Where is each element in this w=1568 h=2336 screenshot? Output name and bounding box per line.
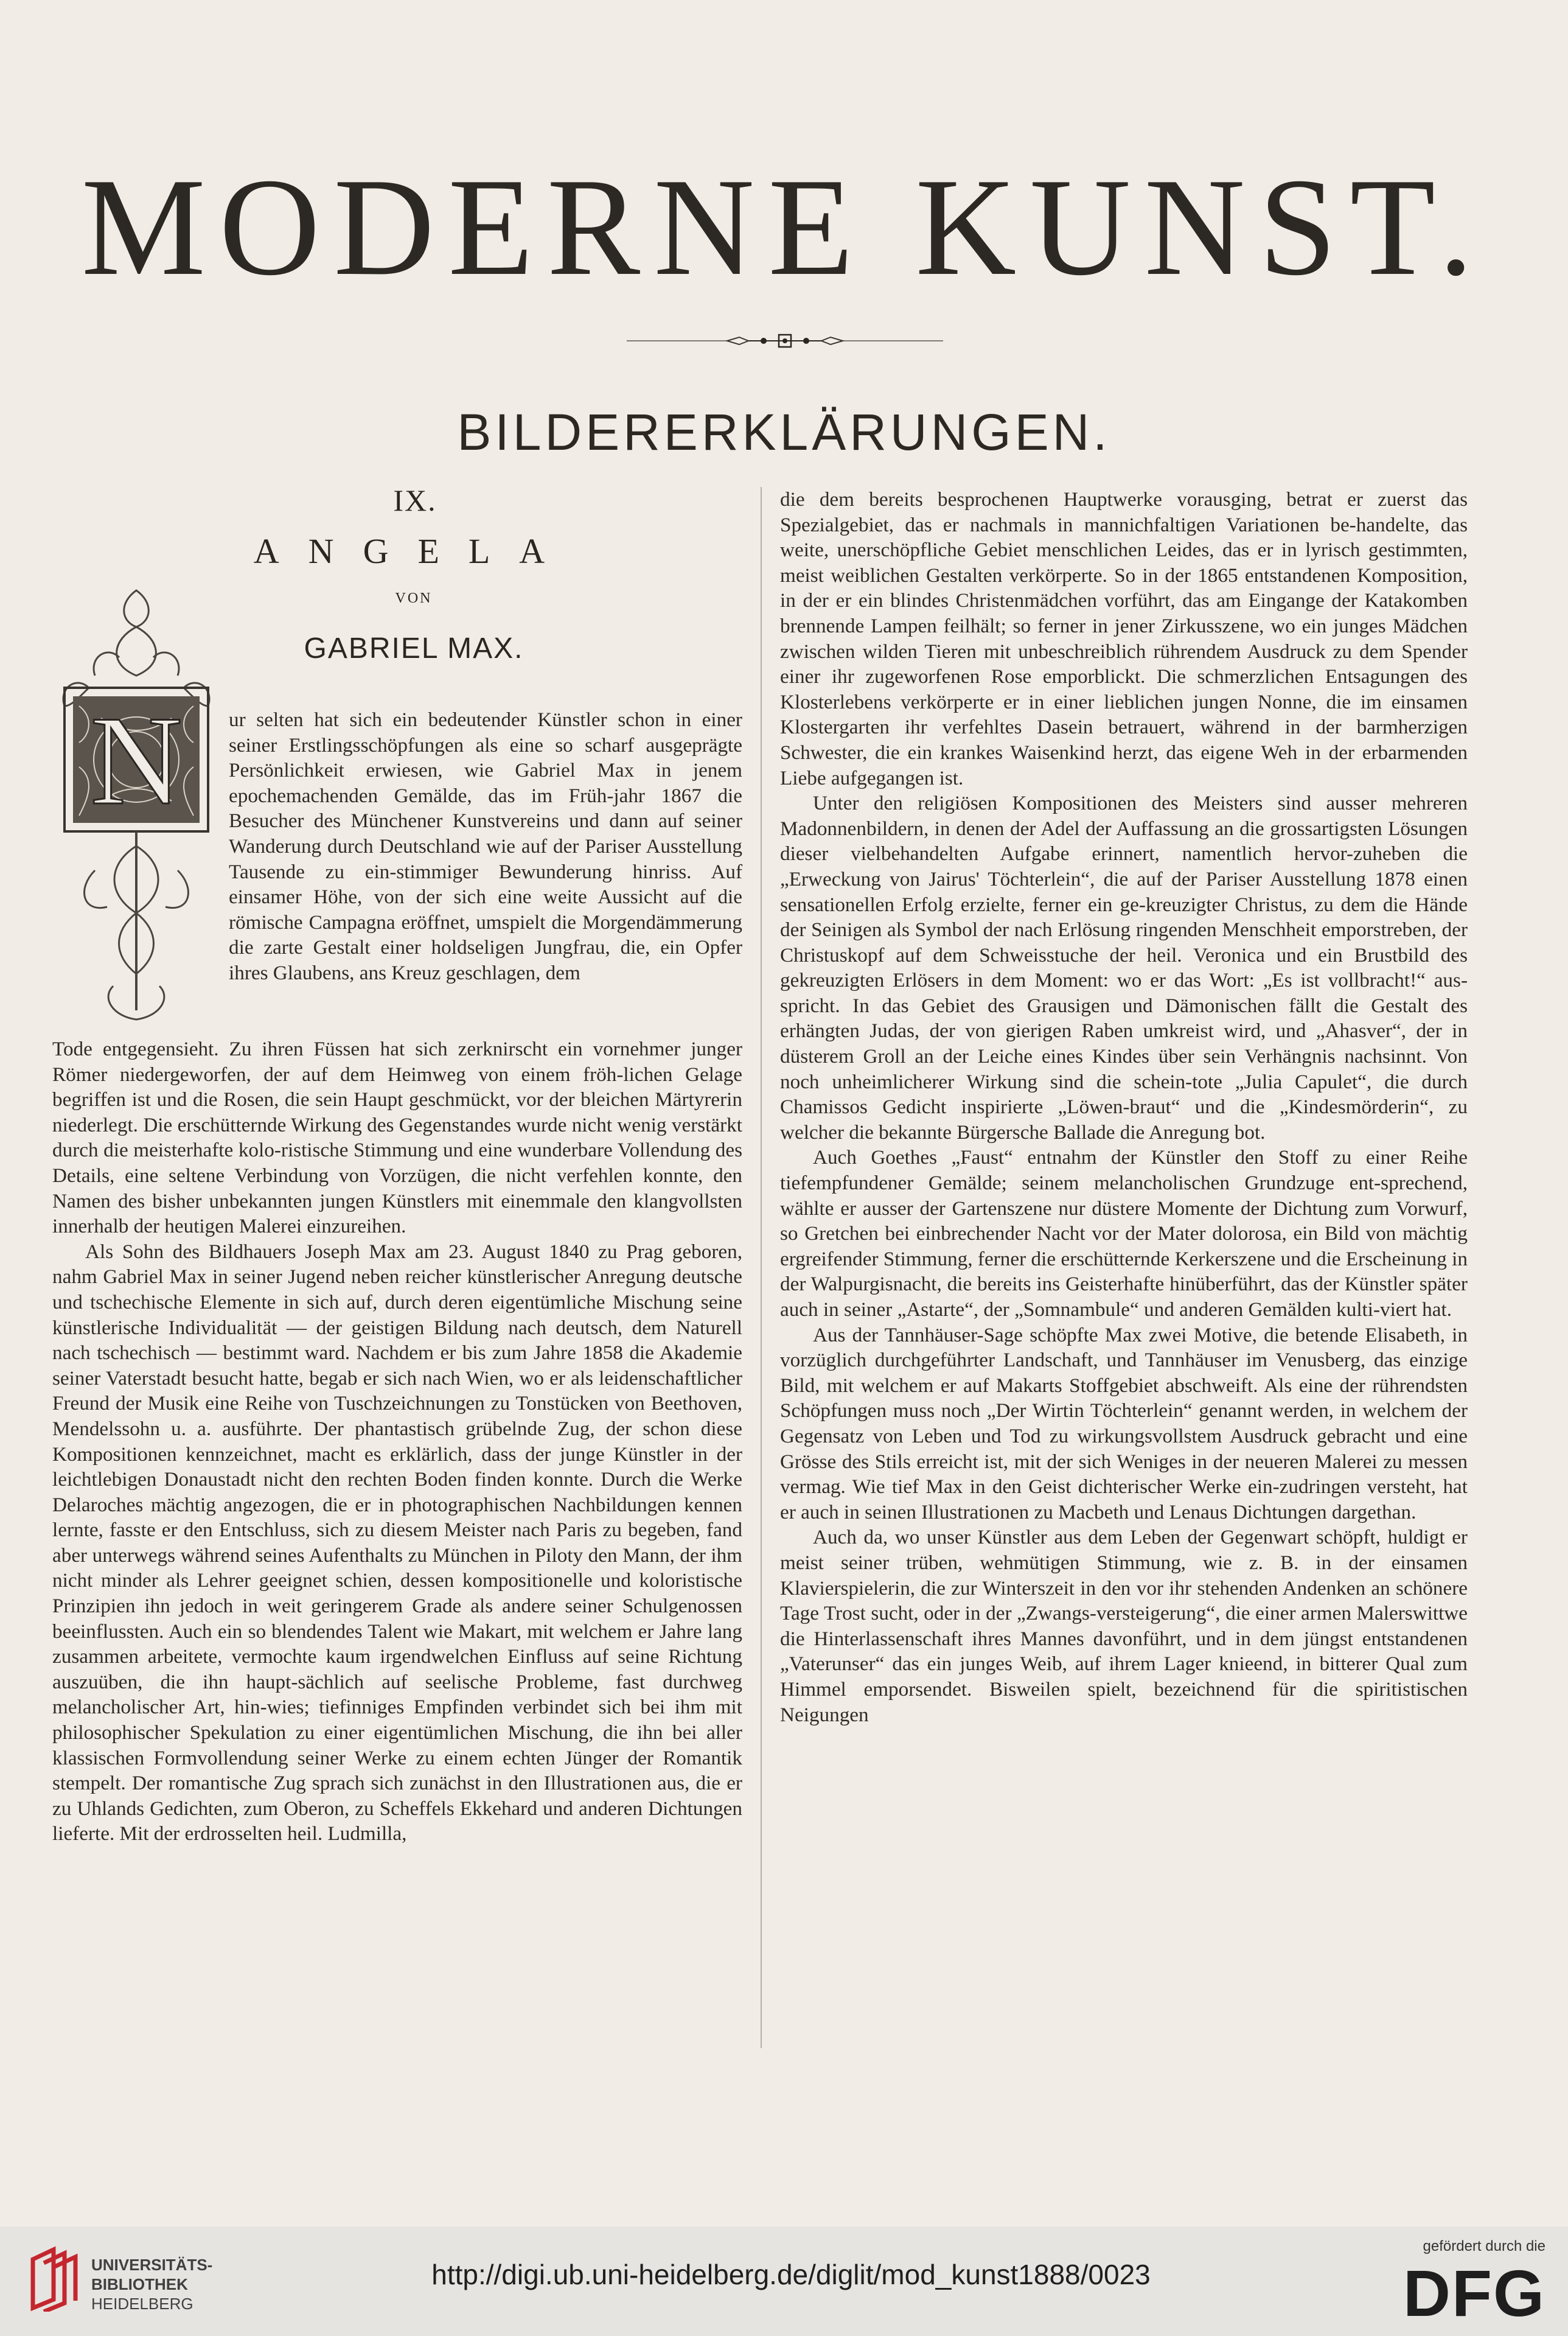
left-column-lead: [229, 707, 742, 986]
body-paragraph: Auch da, wo unser Künstler aus dem Leben der Gegenwart schöpft, huldigt er meist seiner trüben, wehmütigen Stimmung, wie z. B. in der einsamen Klavierspielerin, die zur Winterszeit in den vor ihr stehenden Andenken an schönere Tage Trost sucht, oder in der „Zwangs-versteigerung“, die einer armen Malerswittwe die Hinterlassenschaft ihres Mannes davonführt, und in dem jüngst entstandenen „Vaterunser“ das ein junges Weib, auf ihrem Lager knieend, in bitterer Qual zum Himmel emporsendet. Bisweilen spielt, bezeichnend für die spiritistischen Neigungen: [780, 1526, 1468, 1726]
section-title: BILDERERKLÄRUNGEN.: [457, 404, 1111, 461]
body-paragraph: Unter den religiösen Kompositionen des Meisters sind ausser mehreren Madonnenbildern, in denen der Adel der Auffassung an die grossartigsten Lösungen dieser vielbehandelten Aufgabe erinnert, namentlich hervor-zuheben die „Erweckung von Jairus' Töchterlein“, die auf der Pariser Ausstellung 1878 einen sensationellen Erfolg erzielte, ferner ein ge-kreuzigter Christus, zu dem die Hände der Seinigen als Symbol der nach Erlösung ringenden Menschheit emporstreben, der Christuskopf auf dem Schweisstuche der heil. Veronica und ein Brustbild des gekreuzigten Erlösers in dem Moment: wo er das Wort: „Es ist vollbracht!“ aus-spricht. In das Gebiet des Grausigen und Dämonischen fällt die Gestalt des erhängten Judas, der von gierigen Raben umkreist wird, und „Ahasver“, der in düsterem Groll an der Leiche eines Kindes über sein Verhängnis nachsinnt. Von noch unheimlicherer Wirkung sind die schein-tote „Julia Capulet“, die durch Chamissos Gedicht inspirierte „Löwen-braut“ und die „Kindesmörderin“, zu welcher die bekannte Bürgersche Ballade die Anregung bot.: [780, 792, 1468, 1144]
article-von: VON: [395, 590, 433, 606]
library-name-line3: HEIDELBERG: [91, 2295, 193, 2313]
ornament-divider: [627, 330, 943, 352]
sponsor-label: gefördert durch die: [1423, 2238, 1545, 2254]
right-column-body: [780, 487, 1468, 1727]
dfg-logo: DFG: [1403, 2256, 1545, 2330]
masthead-title: MODERNE KUNST.: [81, 149, 1487, 304]
body-paragraph: Auch Goethes „Faust“ entnahm der Künstler den Stoff zu einer Reihe tiefempfundener Gemälde; seinem melancholischen Grundzuge ent-sprechend, wählte er ausser der Gartenszene nur düstere Momente der Dichtung zum Vorwurf, so Gretchen bei einbrechender Nacht vor der Mater dolorosa, ein Bild von mächtig ergreifender Stimmung, ferner die erschütternde Kerkerszene und die Erscheinung in der Walpurgisnacht, die bereits ins Geisterhafte hinüberführt, das der Künstler später auch in seiner „Astarte“, der „Somnambule“ und anderen Gemälden kulti-viert hat.: [780, 1146, 1468, 1321]
article-number: IX.: [393, 483, 437, 517]
library-name: [91, 2255, 212, 2313]
library-name-line1: UNIVERSITÄTS-: [91, 2256, 213, 2274]
body-paragraph: Als Sohn des Bildhauers Joseph Max am 23. August 1840 zu Prag geboren, nahm Gabriel Max in seiner Jugend neben reicher künstlerischer Anregung deutsche und tschechische Elemente in sich auf, durch deren eigentümliche Mischung seine künstlerische Individualität — der geistigen Bildung nach deutsch, dem Naturell nach tschechisch — bestimmt ward. Nachdem er bis zum Jahre 1858 die Akademie seiner Vaterstadt besucht hatte, begab er sich nach Wien, wo er als leidenschaftlicher Freund der Musik eine Reihe von Tuschzeichnungen zu Tonstücken von Beethoven, Mendelssohn u. a. ausführte. Der phantastisch grübelnde Zug, der schon diese Kompositionen kennzeichnet, macht es erklärlich, dass der junge Künstler in der leichtlebigen Donaustadt nicht den rechten Boden finden konnte. Durch die Werke Delaroches mächtig angezogen, die er in photographischen Nachbildungen kennen lernte, fasste er den Entschluss, sich zu diesem Meister nach Paris zu begeben, fand aber unterwegs während seines Aufenthalts zu München in Piloty den Mann, der ihm nicht minder als Lehrer geeignet schien, dessen kompositionelle und koloristische Prinzipien ihn jedoch in weit geringerem Grade als andere seiner Schulgenossen beeinflussten. Auch ein so blendendes Talent wie Makart, mit welchem er Jahre lang zusammen arbeitete, vermochte kaum irgendwelchen Einfluss auf seine Richtung auszuüben, die ihn haupt-sächlich auf seelische Probleme, fast durchweg melancholischer Art, hin-wies; tiefinniges Empfinden verbindet sich bei ihm mit philosophischer Spekulation zu einer eigentümlichen Mischung, die ihn bei aller klassischen Formvollendung seiner Werke zu einem echten Jünger der Romantik stempelt. Der romantische Zug sprach sich zunächst in den Illustrationen aus, die er zu Uhlands Gedichten, zum Oberon, zu Scheffels Ekkehard und anderen Dichtungen lieferte. Mit der erdrosselten heil. Ludmilla,: [52, 1240, 742, 1845]
lead-paragraph: ur selten hat sich ein bedeutender Künstler schon in einer seiner Erstlingsschöpfungen als eine so scharf ausgeprägte Persönlichkeit erwiesen, wie Gabriel Max in jenem epochemachenden Gemälde, das im Früh-jahr 1867 die Besucher des Münchener Kunstvereins und dann auf seiner Wanderung durch Deutschland wie auf der Pariser Ausstellung Tausende zu ein-stimmiger Bewunderung hinriss. Auf einsamer Höhe, von der sich eine weite Aussicht auf die römische Campagna eröffnet, umspielt die Morgendämmerung die zarte Gestalt einer holdseligen Jungfrau, die, ein Opfer ihres Glaubens, ans Kreuz geschlagen, dem: [229, 708, 742, 984]
left-column-body: [52, 1037, 742, 1847]
library-logo-icon: [29, 2245, 79, 2312]
lead-paragraph-continued: Tode entgegensieht. Zu ihren Füssen hat sich zerknirscht ein vornehmer junger Römer niedergeworfen, der auf dem Heimweg von einem fröh-lichen Gelage begriffen ist und die Rosen, die sein Haupt geschmückt, vor der bleichen Märtyrerin niederlegt. Die erschütternde Wirkung des Gegenstandes wurde nicht wenig verstärkt durch die meisterhafte kolo-ristische Stimmung und eine wunderbare Vollendung des Details, eine seltene Verbindung von Vorzügen, die nicht verfehlen konnte, den Namen des bisher unbekannten jungen Künstlers mit einemmale den klangvollsten innerhalb der heutigen Malerei einzureihen.: [52, 1038, 742, 1238]
initial-letter: N: [90, 690, 183, 831]
body-paragraph: Aus der Tannhäuser-Sage schöpfte Max zwei Motive, die betende Elisabeth, in vorzüglich durchgeführter Landschaft, und Tannhäuser im Venusberg, das einzige Bild, mit welchem er auf Makarts Stoffgebiet abschweift. Als eine der rührendsten Schöpfungen muss noch „Der Wirtin Töchterlein“ genannt werden, in welchem der Gegensatz von Leben und Tod zu wirkungsvollstem Ausdruck gebracht und eine Grösse des Stils erreicht ist, mit der sich Weniges in der neueren Malerei zu messen vermag. Wie tief Max in den Geist dichterischer Werke ein-zudringen versteht, hat er auch in seinen Illustrationen zu Macbeth und Lenaus Dichtungen dargethan.: [780, 1323, 1468, 1523]
column-divider: [761, 487, 762, 2048]
article-author: GABRIEL MAX.: [304, 632, 524, 665]
body-paragraph: die dem bereits besprochenen Hauptwerke vorausging, betrat er zuerst das Spezialgebiet, das er nachmals in mannichfaltigen Variationen be-handelte, das weite, unerschöpfliche Gebiet menschlichen Leides, das er in lyrisch gestimmten, meist weiblichen Gestalten verkörperte. So in der 1865 entstandenen Komposition, in der er ein blindes Christenmädchen vorführt, das am Eingange der Katakomben brennende Lampen feilhält; so ferner in jener Zirkusszene, wo ein junges Mädchen zwischen wilden Tieren mit unbeschreiblich rührendem Ausdruck zu dem Spender einer ihr zugeworfenen Rose emporblickt. Die schmerzlichen Entsagungen des Klosterlebens verkörperte er in einer lieblichen jungen Nonne, die im einsamen Klostergarten ihr verfehltes Dasein betrauert, während in der barmherzigen Schwester, die ein krankes Waisenkind herzt, das eigene Weh in der erbarmenden Liebe aufgegangen ist.: [780, 488, 1468, 789]
article-title: ANGELA: [253, 531, 574, 571]
library-name-line2: BIBLIOTHEK: [91, 2275, 188, 2293]
permalink-url[interactable]: http://digi.ub.uni-heidelberg.de/diglit/mod_kunst1888/0023: [431, 2259, 1151, 2290]
ornamental-initial-n: [52, 584, 220, 1023]
